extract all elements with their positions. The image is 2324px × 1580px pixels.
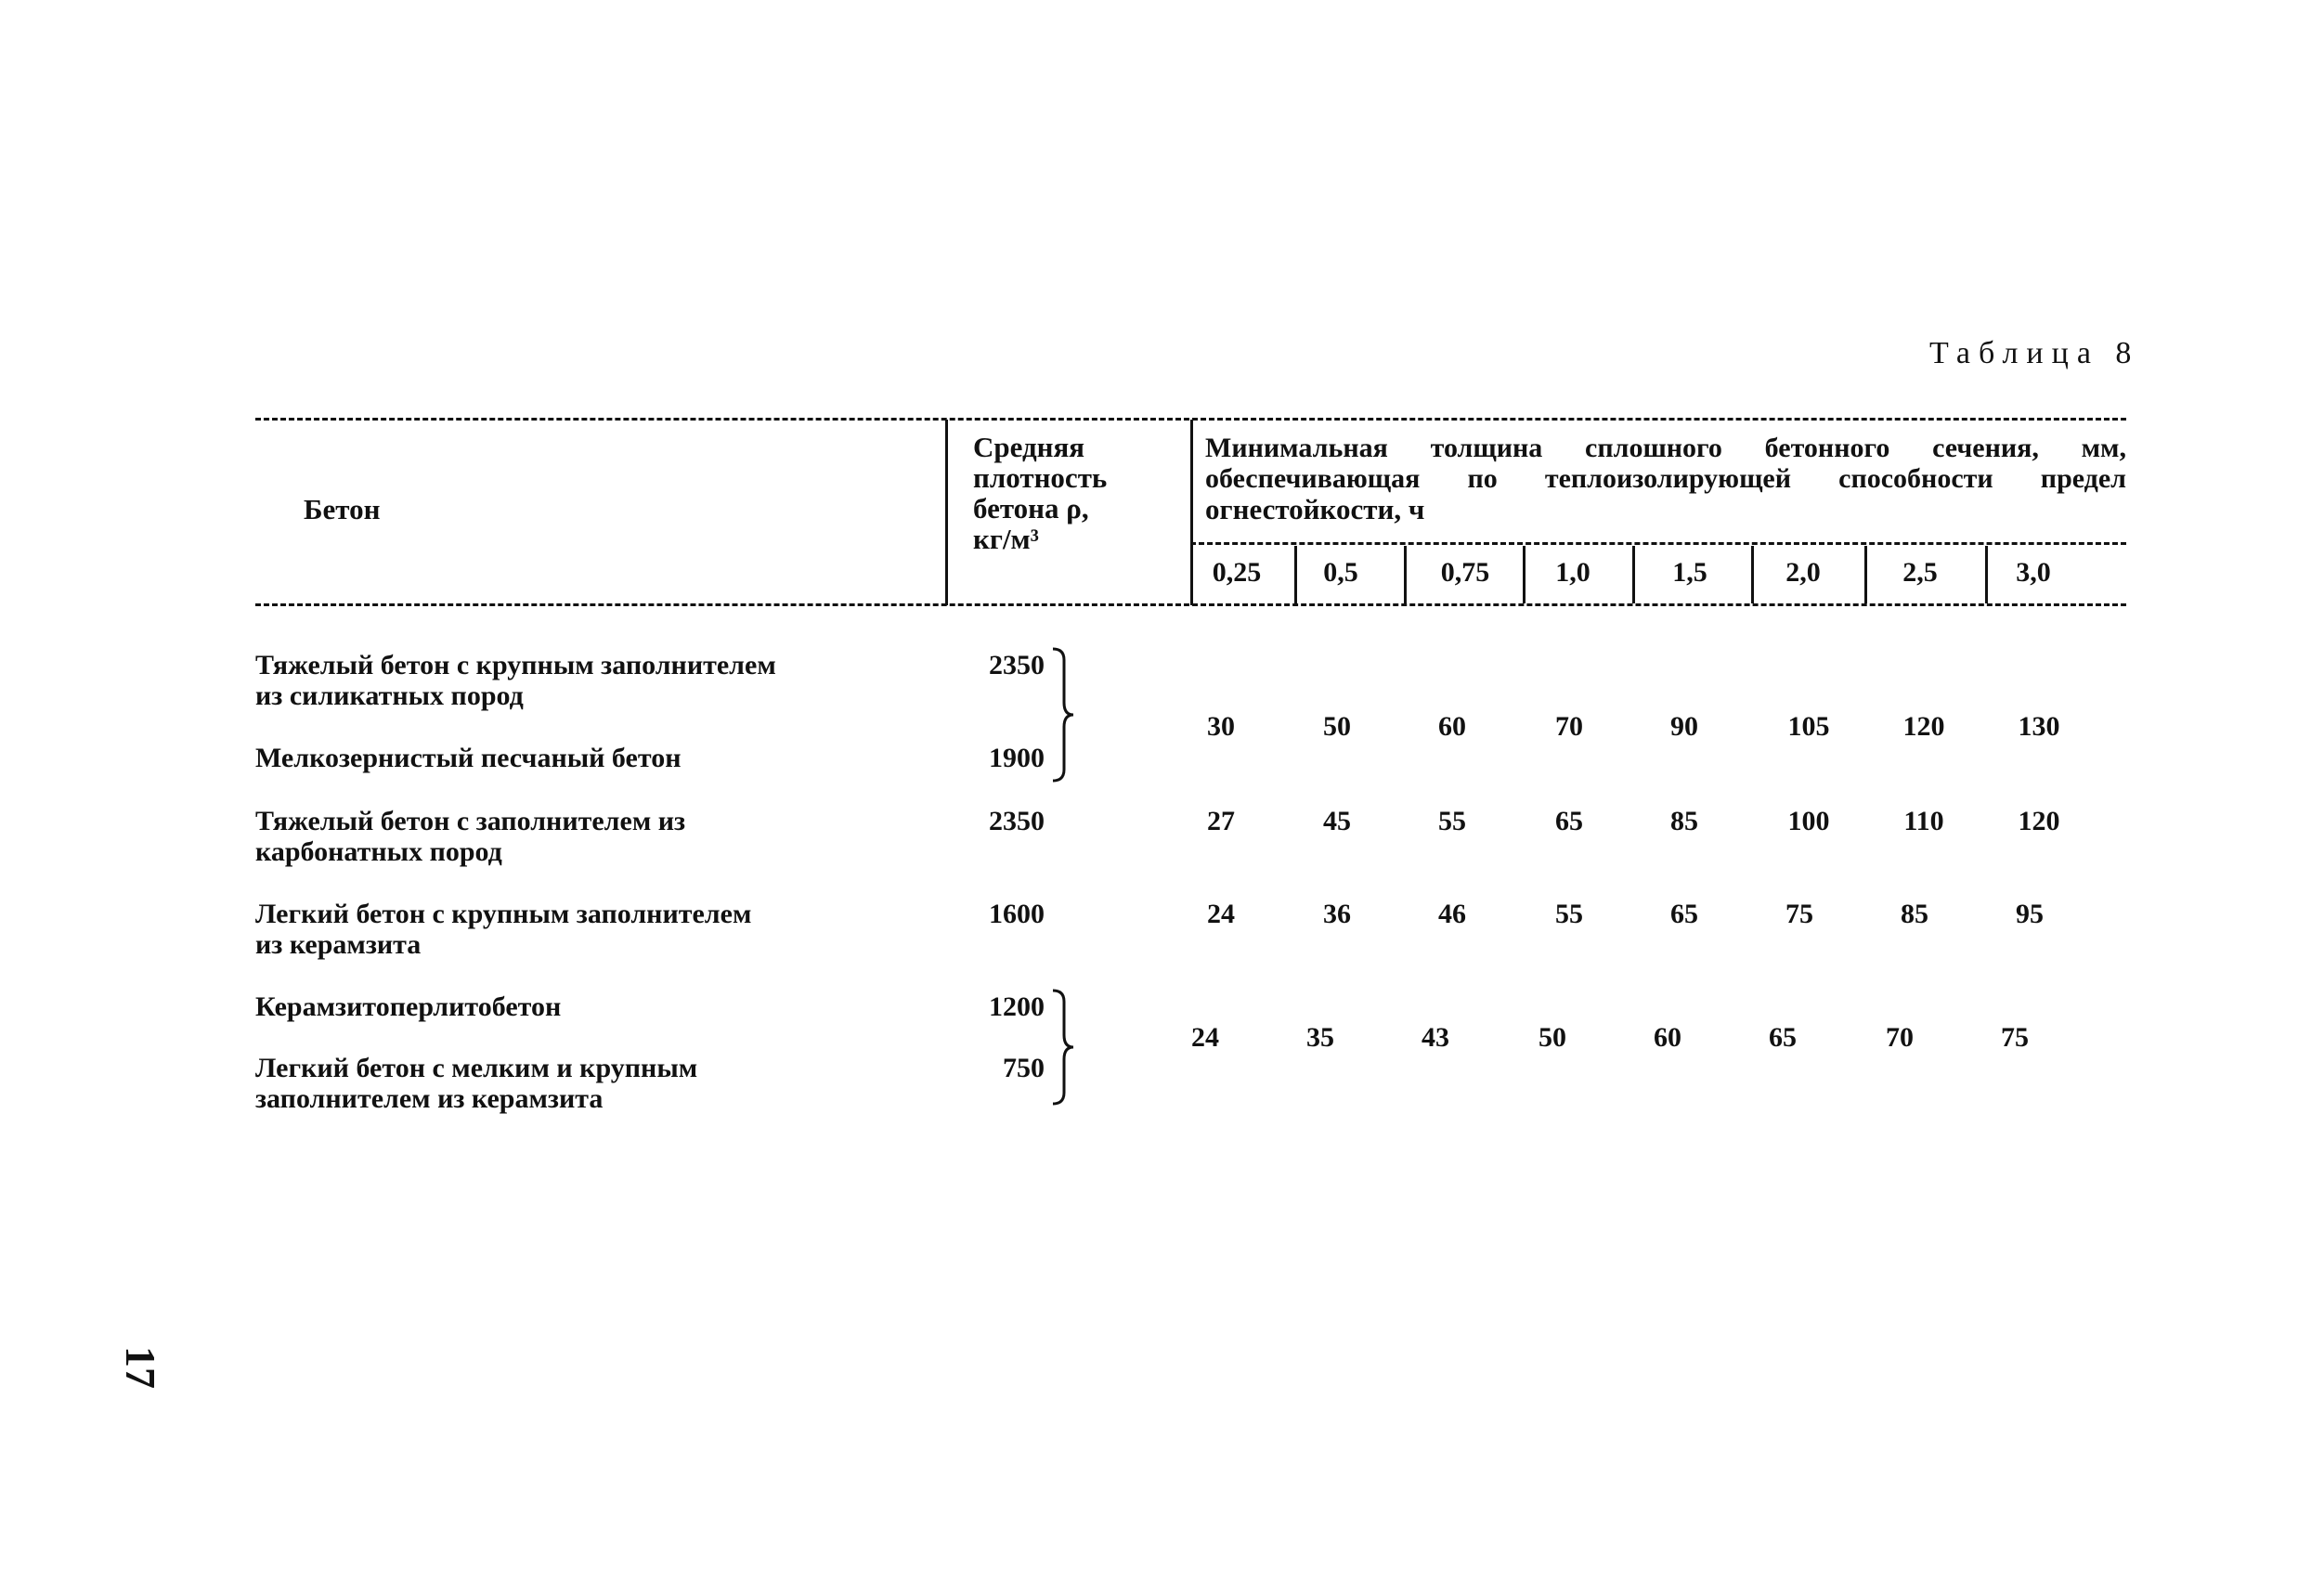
row-label xyxy=(255,991,561,1022)
header-density-line: бетона ρ, xyxy=(973,492,1089,525)
thickness-value: 110 xyxy=(1903,806,1944,836)
table-caption: Таблица 8 xyxy=(1929,336,2140,370)
page-number: 17 xyxy=(117,1346,164,1389)
thickness-value: 24 xyxy=(1207,899,1235,929)
thickness-value: 55 xyxy=(1438,806,1466,836)
header-thickness-line: обеспечивающая по теплоизолирующей способности предел xyxy=(1205,463,2126,494)
thickness-value: 60 xyxy=(1438,711,1466,742)
thickness-value: 36 xyxy=(1323,899,1351,929)
row-label-line: Легкий бетон с крупным заполнителем xyxy=(255,899,752,929)
thickness-value: 65 xyxy=(1555,806,1583,836)
row-label-line: карбонатных пород xyxy=(255,836,502,867)
row-label xyxy=(255,650,776,711)
row-label-line: из силикатных пород xyxy=(255,680,524,711)
header-density xyxy=(973,432,1107,554)
thickness-value: 27 xyxy=(1207,806,1235,836)
hour-header: 0,25 xyxy=(1212,557,1262,588)
density-value: 1900 xyxy=(989,743,1045,773)
header-thickness-line: Минимальная толщина сплошного бетонного сечения, мм, xyxy=(1205,433,2126,463)
row-label-line: Легкий бетон с мелким и крупным xyxy=(255,1053,698,1083)
subcol-divider xyxy=(1523,546,1526,603)
hour-header: 1,5 xyxy=(1672,557,1707,588)
row-label-line: Тяжелый бетон с крупным заполнителем xyxy=(255,650,776,680)
thickness-value: 85 xyxy=(1901,899,1928,929)
header-thickness xyxy=(1205,433,2126,494)
subcol-divider xyxy=(1632,546,1635,603)
row-label-line: Тяжелый бетон с заполнителем из xyxy=(255,806,686,836)
row-label xyxy=(255,1053,697,1114)
thickness-value: 120 xyxy=(2018,806,2060,836)
row-label-line: заполнителем из керамзита xyxy=(255,1083,604,1114)
hour-header: 3,0 xyxy=(2016,557,2051,588)
thickness-value: 65 xyxy=(1769,1022,1797,1053)
subcol-divider xyxy=(1864,546,1867,603)
thickness-value: 70 xyxy=(1555,711,1583,742)
thickness-value: 100 xyxy=(1787,806,1830,836)
thickness-value: 24 xyxy=(1191,1022,1219,1053)
thickness-value: 105 xyxy=(1787,711,1830,742)
row-label-line: Керамзитоперлитобетон xyxy=(255,991,562,1022)
header-density-line: кг/м³ xyxy=(973,523,1039,555)
thickness-value: 75 xyxy=(2001,1022,2029,1053)
density-value: 1200 xyxy=(989,991,1045,1022)
thickness-value: 43 xyxy=(1422,1022,1449,1053)
thickness-value: 85 xyxy=(1670,806,1698,836)
header-density-line: Средняя xyxy=(973,431,1085,463)
thickness-value: 60 xyxy=(1654,1022,1681,1053)
density-value: 2350 xyxy=(989,650,1045,680)
thickness-value: 90 xyxy=(1670,711,1698,742)
thickness-value: 30 xyxy=(1207,711,1235,742)
row-label xyxy=(255,899,751,960)
header-thickness-line: огнестойкости, ч xyxy=(1205,493,1425,525)
thickness-value: 45 xyxy=(1323,806,1351,836)
hour-header: 2,5 xyxy=(1902,557,1938,588)
thickness-value: 50 xyxy=(1323,711,1351,742)
thickness-value: 130 xyxy=(2018,711,2060,742)
density-value: 1600 xyxy=(989,899,1045,929)
hour-header: 1,0 xyxy=(1555,557,1590,588)
thickness-value: 50 xyxy=(1539,1022,1566,1053)
thickness-value: 46 xyxy=(1438,899,1466,929)
subcol-divider xyxy=(1751,546,1754,603)
header-concrete: Бетон xyxy=(304,493,381,525)
hour-header: 0,75 xyxy=(1440,557,1490,588)
header-inner-rule xyxy=(1190,542,2126,545)
thickness-value: 55 xyxy=(1555,899,1583,929)
row-label-line: из керамзита xyxy=(255,929,422,960)
subcol-divider xyxy=(1404,546,1407,603)
row-label xyxy=(255,806,685,867)
thickness-value: 75 xyxy=(1785,899,1813,929)
thickness-value: 120 xyxy=(1902,711,1945,742)
thickness-value: 95 xyxy=(2016,899,2044,929)
thickness-value: 35 xyxy=(1306,1022,1334,1053)
density-column-divider xyxy=(945,420,948,605)
hour-header: 0,5 xyxy=(1323,557,1358,588)
row-label xyxy=(255,743,681,773)
header-density-line: плотность xyxy=(973,461,1108,494)
group-brace xyxy=(1049,645,1086,784)
density-value: 2350 xyxy=(989,806,1045,836)
density-value: 750 xyxy=(1003,1053,1045,1083)
thickness-value: 65 xyxy=(1670,899,1698,929)
thickness-value: 70 xyxy=(1886,1022,1914,1053)
row-label-line: Мелкозернистый песчаный бетон xyxy=(255,743,682,773)
hour-header: 2,0 xyxy=(1785,557,1821,588)
group-brace xyxy=(1049,987,1086,1107)
